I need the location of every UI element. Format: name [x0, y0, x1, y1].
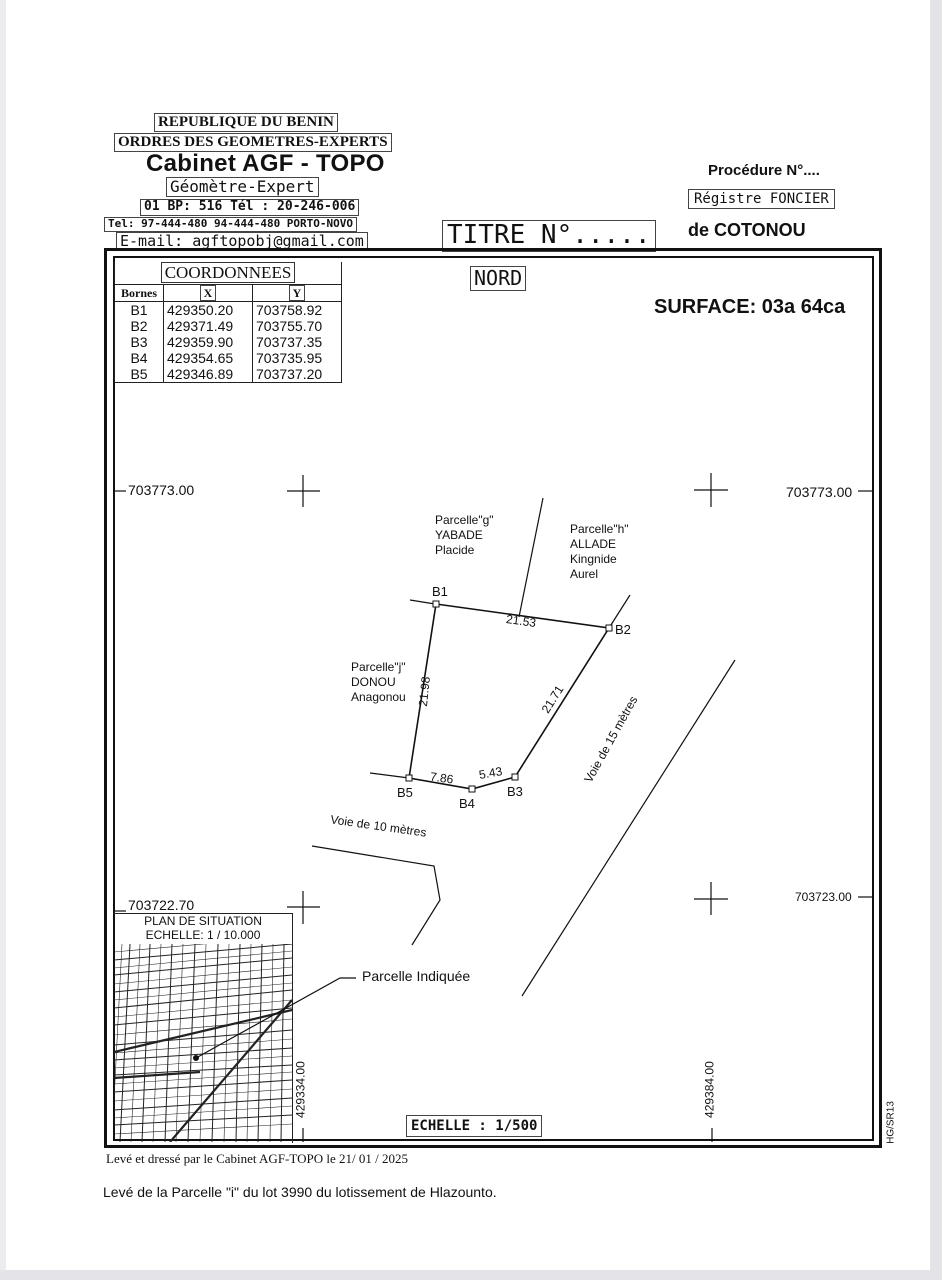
procedure-label: Procédure N°.... [708, 162, 820, 179]
road-lines [312, 498, 735, 996]
republique-label: REPUBLIQUE DU BENIN [154, 113, 338, 132]
distance-b5-b1: 21.98 [415, 675, 433, 708]
distance-b1-b2: 21.53 [505, 611, 537, 631]
footer-description: Levé de la Parcelle "i" du lot 3990 du lotissement de Hlazounto. [103, 1184, 497, 1200]
table-row: B2 429371.49 703755.70 [115, 318, 342, 334]
ordre-label: ORDRES DES GEOMETRES-EXPERTS [114, 133, 392, 152]
situation-title-text: PLAN DE SITUATION [144, 914, 262, 928]
header-bornes: Bornes [115, 285, 164, 302]
header-y: Y [253, 285, 342, 302]
parcel-pointer-label: Parcelle Indiquée [362, 968, 471, 984]
table-row: B4 429354.65 703735.95 [115, 350, 342, 366]
surface-label: SURFACE: 03a 64ca [654, 296, 846, 318]
table-row: B5 429346.89 703737.20 [115, 366, 342, 383]
coordinates-title: COORDONNEES [115, 262, 342, 285]
header-x: X [164, 285, 253, 302]
pointer-dot [193, 1055, 199, 1061]
parcel-g-label: Parcelle"g" YABADE Placide [435, 513, 494, 557]
bp-label: 01 BP: 516 Tél : 20-246-006 [140, 199, 359, 216]
distance-b4-b5: 7.86 [429, 769, 455, 787]
table-row: B1 429350.20 703758.92 [115, 302, 342, 319]
ref-code: HG/SR13 [885, 1101, 897, 1144]
registre-label: Régistre FONCIER [688, 189, 835, 209]
distance-b3-b4: 5.43 [477, 764, 504, 782]
cotonou-label: de COTONOU [688, 220, 806, 240]
tel-label: Tel: 97-444-480 94-444-480 PORTO-NOVO [104, 217, 357, 232]
nord-label: NORD [470, 266, 526, 291]
borne-label-b5: B5 [397, 785, 413, 800]
borne-markers [406, 601, 612, 792]
road-label-15m: Voie de 15 mètres [581, 693, 641, 786]
parcel-h-label: Parcelle"h" ALLADE Kingnide Aurel [570, 522, 629, 581]
grid-label-x-right: 429384.00 [702, 1061, 717, 1118]
parcel-polygon [409, 604, 609, 789]
grid-label-y-top-right: 703773.00 [786, 484, 853, 500]
situation-map [114, 936, 292, 1142]
borne-label-b4: B4 [459, 796, 475, 811]
grid-label-y-top-left: 703773.00 [128, 482, 195, 498]
grid-label-x-left: 429334.00 [293, 1061, 308, 1118]
cabinet-name: Cabinet AGF - TOPO [146, 150, 385, 177]
grid-label-y-bottom-left: 703722.70 [128, 897, 195, 913]
footer-leve: Levé et dressé par le Cabinet AGF-TOPO le 21/ 01 / 2025 [106, 1151, 408, 1166]
distance-b2-b3: 21.71 [538, 682, 567, 716]
situation-scale: ECHELLE: 1 / 10.000 [145, 928, 261, 942]
geometre-label: Géomètre-Expert [166, 177, 319, 197]
grid-label-y-bottom-right: 703723.00 [795, 890, 852, 904]
borne-label-b3: B3 [507, 784, 523, 799]
scale-box: ECHELLE : 1/500 [406, 1115, 542, 1137]
email-label: E-mail: agftopobj@gmail.com [116, 232, 368, 251]
parcel-j-label: Parcelle"j" DONOU Anagonou [351, 660, 406, 704]
table-row: B3 429359.90 703737.35 [115, 334, 342, 350]
borne-label-b2: B2 [615, 622, 631, 637]
road-label-10m: Voie de 10 mètres [329, 812, 428, 840]
titre-label: TITRE N°..... [442, 220, 656, 252]
borne-label-b1: B1 [432, 584, 448, 599]
